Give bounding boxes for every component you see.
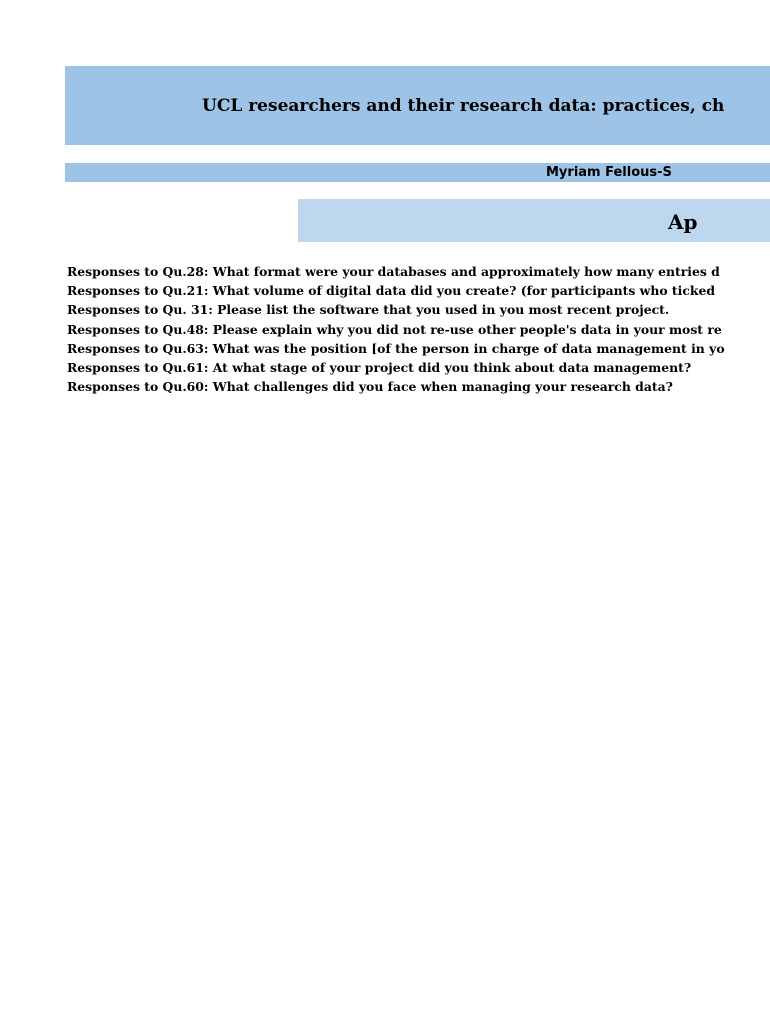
response-link-qu31[interactable]: Responses to Qu. 31: Please list the software that you used in you most recent project. xyxy=(67,302,670,318)
print-area xyxy=(65,0,725,1024)
response-link-qu48[interactable]: Responses to Qu.48: Please explain why you did not re-use other people's data in your most re xyxy=(67,321,722,337)
response-link-qu63[interactable]: Responses to Qu.63: What was the position [of the person in charge of data management in yo xyxy=(67,340,725,356)
responses-list xyxy=(67,262,725,396)
response-link-qu28[interactable]: Responses to Qu.28: What format were your databases and approximately how many entries d xyxy=(67,264,720,279)
document-title: UCL researchers and their research data: practices, ch xyxy=(202,96,725,116)
author-name: Myriam Fellous-S xyxy=(546,165,672,180)
spreadsheet-page xyxy=(65,0,770,1024)
response-link-qu61[interactable]: Responses to Qu.61: At what stage of your project did you think about data management? xyxy=(67,359,692,375)
response-link-qu21[interactable]: Responses to Qu.21: What volume of digital data did you create? (for participants who ticked xyxy=(67,283,716,299)
appendix-heading: Ap xyxy=(668,210,698,234)
response-link-qu60[interactable]: Responses to Qu.60: What challenges did you face when managing your research data? xyxy=(67,379,673,395)
